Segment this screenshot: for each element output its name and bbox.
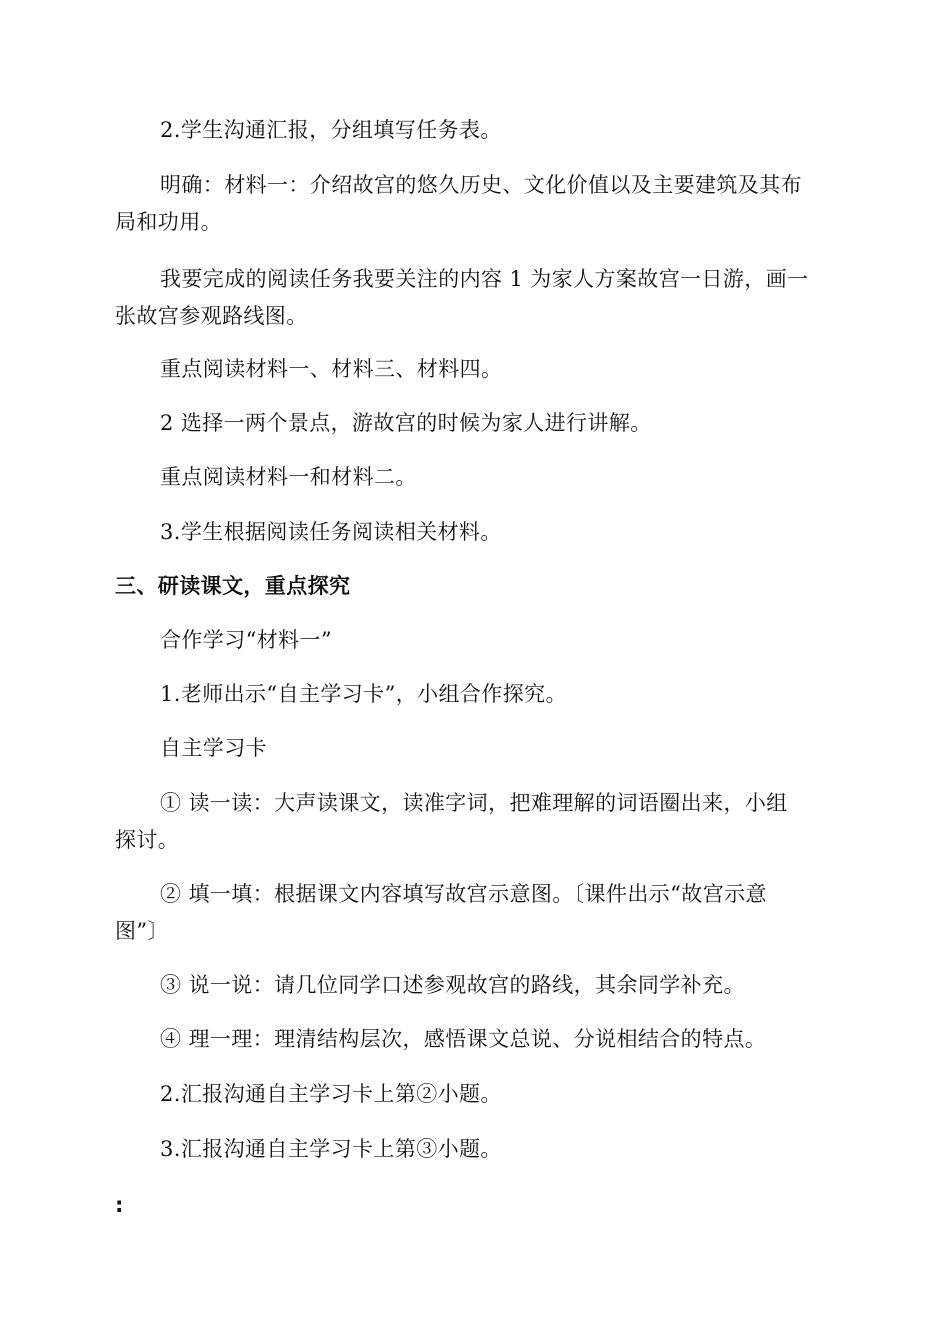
paragraph-focus-reading-2: 重点阅读材料一和材料二。	[160, 465, 417, 489]
paragraph-report-question-2: 2.汇报沟通自主学习卡上第②小题。	[160, 1082, 502, 1106]
paragraph-fill-line-1: ② 填一填：根据课文内容填写故宫示意图。〔课件出示“故宫示意	[160, 882, 767, 906]
paragraph-cooperative-learning: 合作学习“材料一”	[160, 628, 333, 652]
paragraph-read-line-1: ① 读一读：大声读课文，读准字词，把难理解的词语圈出来，小组	[160, 791, 788, 815]
paragraph-read-line-2: 探讨。	[115, 828, 180, 852]
paragraph-step-2-report: 2.学生沟通汇报，分组填写任务表。	[160, 118, 502, 142]
paragraph-step-1-card: 1.老师出示“自主学习卡”，小组合作探究。	[160, 682, 567, 706]
paragraph-speak: ③ 说一说：请几位同学口述参观故宫的路线，其余同学补充。	[160, 973, 745, 997]
section-heading-3: 三、研读课文，重点探究	[115, 574, 351, 598]
paragraph-task-line-2: 张故宫参观路线图。	[115, 304, 308, 328]
paragraph-clarify-line-1: 明确：材料一：介绍故宫的悠久历史、文化价值以及主要建筑及其布	[160, 173, 802, 197]
footer-mark: :	[115, 1193, 124, 1217]
paragraph-report-question-3: 3.汇报沟通自主学习卡上第③小题。	[160, 1137, 502, 1161]
paragraph-focus-reading-1: 重点阅读材料一、材料三、材料四。	[160, 357, 503, 381]
paragraph-organize: ④ 理一理：理清结构层次，感悟课文总说、分说相结合的特点。	[160, 1027, 767, 1051]
paragraph-choose-spots: 2 选择一两个景点，游故宫的时候为家人进行讲解。	[160, 411, 652, 435]
paragraph-fill-line-2: 图”〕	[115, 919, 169, 943]
paragraph-task-line-1: 我要完成的阅读任务我要关注的内容 1 为家人方案故宫一日游，画一	[160, 267, 809, 291]
paragraph-clarify-line-2: 局和功用。	[115, 210, 222, 234]
paragraph-study-card-title: 自主学习卡	[160, 736, 267, 760]
paragraph-step-3-read: 3.学生根据阅读任务阅读相关材料。	[160, 520, 502, 544]
